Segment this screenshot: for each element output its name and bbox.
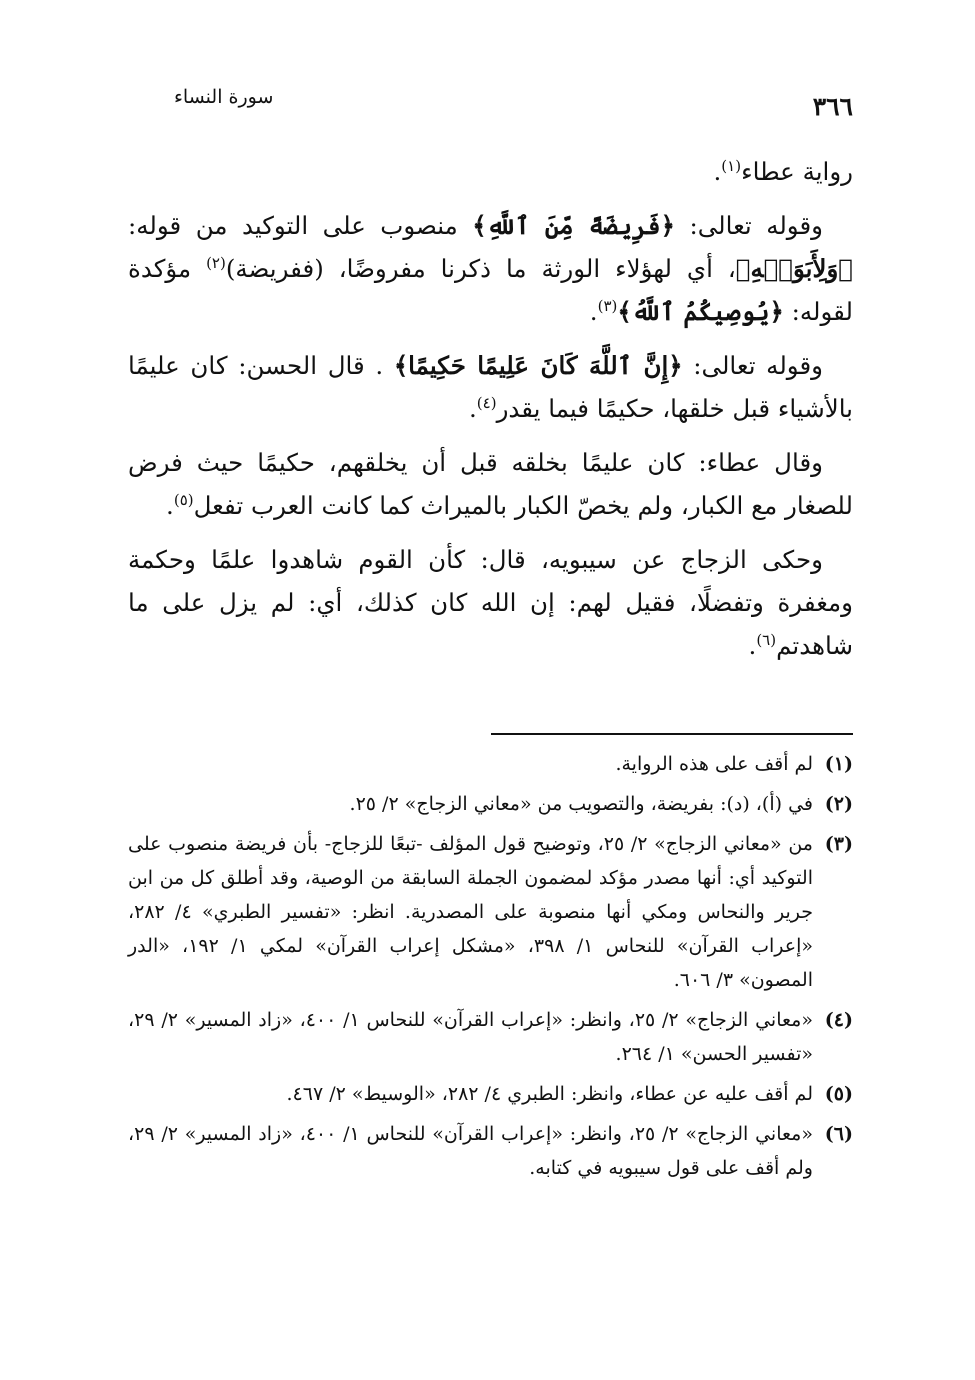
footnote-text: «معاني الزجاج» ٢/ ٢٥، وانظر: «إعراب القرآن» للنحاس ١/ ٤٠٠، «زاد المسير» ٢/ ٢٩، «تفسير الحسن» ١/ ٢٦٤. <box>128 1009 813 1065</box>
quran-quote: ﴿فَرِيضَةً مِّنَ ٱللَّهِ﴾ <box>472 211 675 240</box>
paragraph-1 <box>128 150 853 193</box>
footnote-text: في (أ)، (د): بفريضة، والتصويب من «معاني الزجاج» ٢/ ٢٥. <box>349 793 813 815</box>
main-text <box>128 150 853 678</box>
paragraph-3 <box>128 344 853 430</box>
paragraph-text: رواية عطاء <box>741 157 853 186</box>
footnote-number: (٢) <box>824 793 853 815</box>
footnote-item <box>128 747 853 781</box>
footnote-ref: (٢) <box>206 253 226 272</box>
paragraph-text: منصوب على التوكيد من قوله: <box>128 211 473 240</box>
period: . <box>748 631 757 660</box>
paragraph-text: وحكى الزجاج عن سيبويه، قال: كأن القوم شاهدوا علمًا وحكمة ومغفرة وتفضلًا، فقيل لهم: إن الله كان كذلك، أي: لم يزل على ما شاهدتم <box>128 545 853 660</box>
period: . <box>469 394 477 423</box>
period: . <box>589 297 598 326</box>
paragraph-text: ، أي لهؤلاء الورثة ما ذكرنا مفروضًا، (ففريضة) <box>225 254 736 283</box>
footnote-ref: (٤) <box>476 393 497 412</box>
quran-quote: ﴿وَلِأَبَوَيۡهِ﴾ <box>735 254 853 283</box>
footnotes-section <box>128 747 853 1191</box>
footnote-number: (٦) <box>824 1123 853 1145</box>
paragraph-text: وقوله تعالى: <box>682 351 823 380</box>
footnote-number: (٤) <box>824 1009 853 1031</box>
footnote-item <box>128 1117 853 1185</box>
footnote-number: (٥) <box>824 1083 853 1105</box>
footnote-item <box>128 1003 853 1071</box>
page-number: ٣٦٦ <box>812 92 853 121</box>
paragraph-text: مؤكدة لقوله: <box>128 254 853 326</box>
footnote-ref: (٣) <box>597 296 618 315</box>
paragraph-5 <box>128 538 853 667</box>
footnote-text: «معاني الزجاج» ٢/ ٢٥، وانظر: «إعراب القرآن» للنحاس ١/ ٤٠٠، «زاد المسير» ٢/ ٢٩، ولم أقف على قول سيبويه في كتابه. <box>128 1123 813 1179</box>
running-header <box>122 86 853 126</box>
footnote-item <box>128 827 853 997</box>
period: . <box>166 491 174 520</box>
footnote-item <box>128 787 853 821</box>
paragraph-text: وقوله تعالى: <box>675 211 824 240</box>
footnote-ref: (١) <box>721 156 742 175</box>
footnote-number: (٣) <box>824 833 853 855</box>
quran-quote: ﴿إِنَّ ٱللَّهَ كَانَ عَلِيمًا حَكِيمًا﴾ <box>393 351 683 380</box>
paragraph-text: وقال عطاء: كان عليمًا بخلقه قبل أن يخلقهم، حكيمًا حيث فرض للصغار مع الكبار، ولم يخصّ الكبار بالميراث كما كانت العرب تفعل <box>128 448 853 520</box>
footnote-text: لم أقف على هذه الرواية. <box>615 753 813 775</box>
footnote-text: من «معاني الزجاج» ٢/ ٢٥، وتوضيح قول المؤلف -تبعًا للزجاج- بأن فريضة منصوب على التوكيد أي: أنها مصدر مؤكد لمضمون الجملة السابقة من الوصية، وقد أطلق كل من ابن جرير والنحاس ومكي أنها منصوبة على المصدرية. انظر: «تفسير الطبري» ٤/ ٢٨٢، «إعراب القرآن» للنحاس ١/ ٣٩٨، «مشكل إعراب القرآن» لمكي ١/ ١٩٢، «الدر المصون» ٣/ ٦٠٦. <box>128 833 814 991</box>
footnote-ref: (٥) <box>173 490 194 509</box>
period: . <box>713 157 722 186</box>
paragraph-2 <box>128 204 853 333</box>
paragraph-text: . قال الحسن: كان عليمًا بالأشياء قبل خلقها، حكيمًا فيما يقدر <box>128 351 853 423</box>
footnote-item <box>128 1077 853 1111</box>
footnote-text: لم أقف عليه عن عطاء، وانظر: الطبري ٤/ ٢٨٢، «الوسيط» ٢/ ٤٦٧. <box>286 1083 813 1105</box>
footnote-ref: (٦) <box>756 630 777 649</box>
surah-title: سورة النساء <box>174 86 274 108</box>
footnote-number: (١) <box>824 753 853 775</box>
paragraph-4 <box>128 441 853 527</box>
footnote-divider <box>491 733 853 735</box>
quran-quote: ﴿يُوصِيكُمُ ٱللَّهُ﴾ <box>617 297 784 326</box>
